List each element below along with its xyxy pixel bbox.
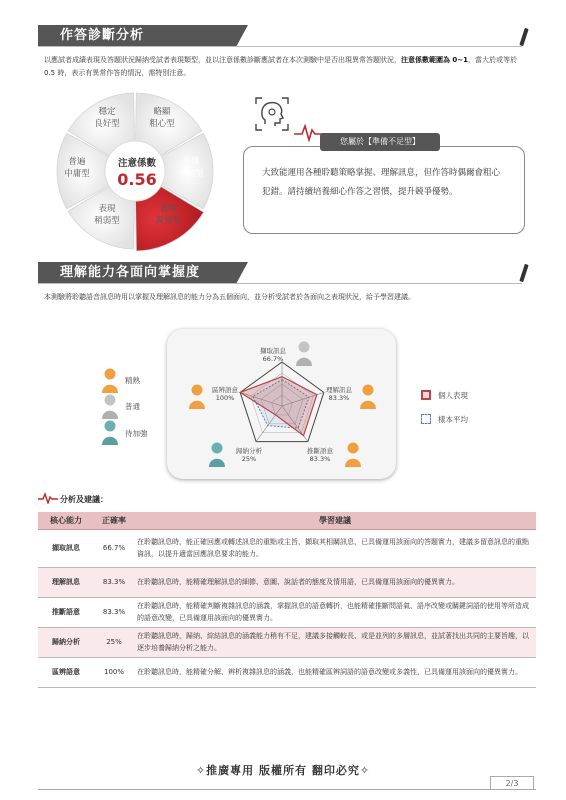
pie-label-underprepared: 準備 不足型 [178, 157, 204, 179]
pulse-icon [38, 492, 58, 504]
pen-icon [519, 264, 528, 282]
section-divider [38, 283, 522, 284]
level-needs-improvement: 待加強 [125, 429, 148, 438]
pie-label-careless: 略顯 粗心型 [149, 107, 175, 129]
section-divider [38, 46, 522, 47]
header-suggestion: 學習建議 [134, 512, 536, 529]
table-row: 理解訊息 83.3% 在聆聽訊息時，能精確理解訊息的細節、意圖、說話者的態度及情用語，已具備運用該面向的優異實力。 [38, 567, 536, 597]
person-icon-needs-improvement [100, 419, 120, 445]
page-number: 2/3 [490, 776, 534, 790]
pen-icon [519, 28, 528, 46]
footer-divider [38, 789, 536, 790]
legend-swatch-average [421, 414, 431, 424]
table-header-row [38, 512, 536, 529]
table-row: 歸納分析 25% 在聆聽訊息時，歸納、綜結訊息的涵義能力稍有不足，建議多接觸較長、或是並列的多層訊息，並試著找出共同的主要旨趣，以逐步培養歸納分析之能力。 [38, 627, 536, 657]
dim-label-summarize: 歸納分析 25% [236, 447, 262, 463]
head-scan-icon [252, 94, 292, 134]
dim-label-infer: 推斷語意 83.3% [307, 447, 333, 463]
header-accuracy: 正確率 [94, 512, 134, 529]
legend-personal: 個人表現 [438, 391, 468, 400]
result-type-tag: 您屬於【準備不足型】 [320, 133, 440, 151]
diagnosis-intro: 以應試者成績表現及答題狀況歸納受試者表現類型，並以注意係數診斷應試者在本次測驗中是否出現異常答題狀況，注意係數範圍為 0~1，當大於或等於 0.5 時，表示有異常作答的情況，需特別注意。 [44, 56, 518, 77]
dim-label-retrieve: 擷取訊息 66.7% [260, 347, 286, 363]
pie-label-weak: 表現 稍弱型 [94, 204, 120, 226]
dim-label-understand: 理解訊息 83.3% [326, 386, 352, 402]
person-icon-proficient [100, 367, 120, 393]
header-core-ability: 核心能力 [38, 512, 94, 529]
attention-coefficient: 注意係數 0.56 [117, 158, 157, 189]
table-row: 推斷語意 83.3% 在聆聽訊息時，能精確判斷複雜訊息的涵義，掌握訊息的語意轉折，也能精確推斷問語氣、語序改變或關鍵詞語的使用等所造成的語意改變，已具備運用該面向的優異實力。 [38, 597, 536, 627]
section-title-diagnosis: 作答診斷分析 [38, 25, 236, 47]
table-row: 擷取訊息 66.7% 在聆聽訊息時，能正確回應或轉述訊息的重點或主旨，擷取其相關訊息，已具備運用該面向的答題實力，建議多留意訊息的重點資訊，以提升適當回應訊息要求的能力。 [38, 529, 536, 567]
analysis-title: 分析及建議： [60, 495, 108, 504]
legend-average: 樣本平均 [438, 415, 468, 424]
person-icon-average [100, 393, 120, 419]
suggestion-table [38, 512, 536, 688]
dim-label-distinguish: 區辨語意 100% [212, 386, 238, 402]
level-proficient: 精熟 [125, 376, 140, 385]
copyright-footer: ✧推廣專用 版權所有 翻印必究✧ [195, 764, 371, 777]
section-title-ability: 理解能力各面向掌握度 [38, 262, 236, 284]
person-icon-infer [343, 441, 363, 467]
pie-label-stable: 穩定 良好型 [94, 107, 120, 129]
result-description: 大致能運用各種聆聽策略掌握、理解訊息，但作答時偶爾會粗心犯錯。請持續培養細心作答之習慣，提升競爭優勢。 [262, 168, 501, 197]
level-average: 普通 [125, 402, 140, 411]
legend-swatch-personal [421, 390, 431, 400]
table-row: 區辨語意 100% 在聆聽訊息時，能精確分解、辨析複雜訊息的涵義，也能精確區辨詞語的語意改變或多義性，已具備運用該面向的優異實力。 [38, 657, 536, 687]
ability-intro: 本測驗將聆聽語音訊息時用以掌握及理解訊息的能力分為五個面向，並分析受試者於各面向之表現狀況，給予學習建議。 [44, 293, 415, 301]
pie-label-average: 普遍 中庸型 [64, 157, 90, 179]
pie-label-abnormal: 表現 異常型 [155, 204, 181, 226]
